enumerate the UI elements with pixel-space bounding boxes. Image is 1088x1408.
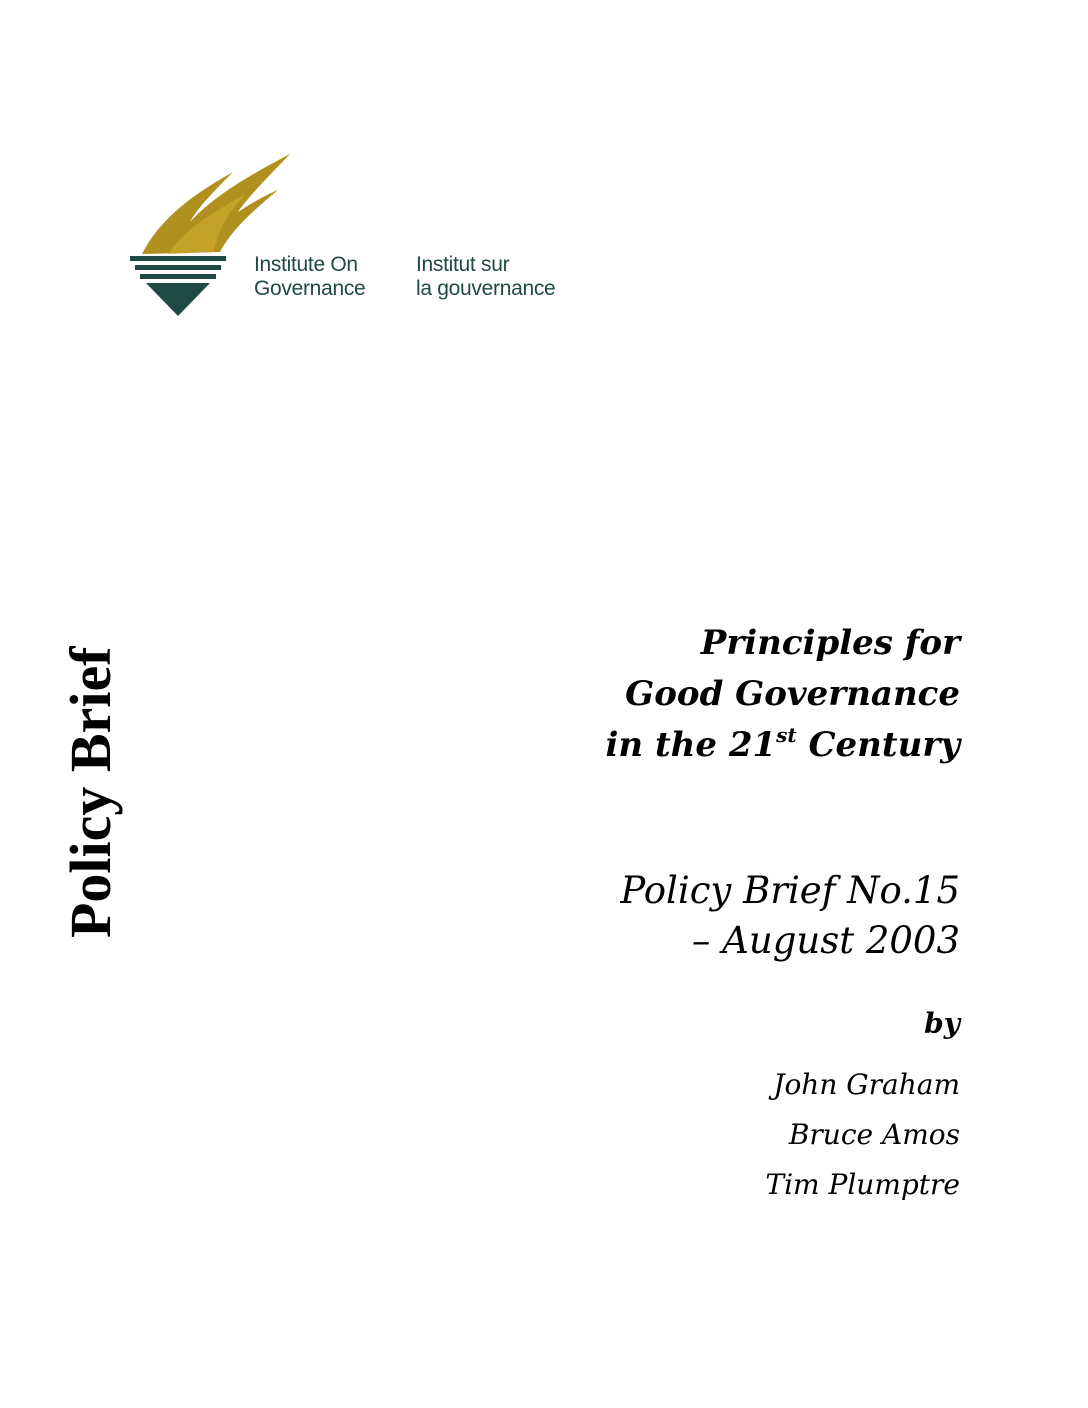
logo-text-french bbox=[416, 253, 555, 301]
author-list bbox=[765, 1060, 960, 1210]
logo-text-english bbox=[254, 253, 365, 301]
author-name: John Graham bbox=[773, 1068, 960, 1101]
title-line-3-post: Century bbox=[796, 725, 960, 765]
title-line-2: Good Governance bbox=[625, 674, 960, 714]
title-line-1: Principles for bbox=[700, 623, 960, 663]
author-name: Tim Plumptre bbox=[765, 1168, 960, 1201]
logo-text-fr-line2: la gouvernance bbox=[416, 277, 556, 300]
title-superscript: st bbox=[776, 723, 797, 747]
logo-text-en-line2: Governance bbox=[254, 277, 366, 300]
policy-brief-side-label: Policy Brief bbox=[58, 646, 123, 938]
author-name: Bruce Amos bbox=[788, 1118, 960, 1151]
issue-info bbox=[620, 866, 960, 966]
logo-text-en-line1: Institute On bbox=[254, 253, 358, 276]
title-line-3-pre: in the 21 bbox=[605, 725, 777, 765]
issue-number: Policy Brief No.15 bbox=[620, 869, 960, 912]
issue-date: – August 2003 bbox=[691, 919, 960, 962]
institute-logo bbox=[128, 152, 588, 322]
byline: by bbox=[924, 1007, 960, 1040]
logo-text-fr-line1: Institut sur bbox=[416, 253, 510, 276]
document-title bbox=[605, 618, 960, 771]
title-line-3 bbox=[605, 720, 960, 771]
